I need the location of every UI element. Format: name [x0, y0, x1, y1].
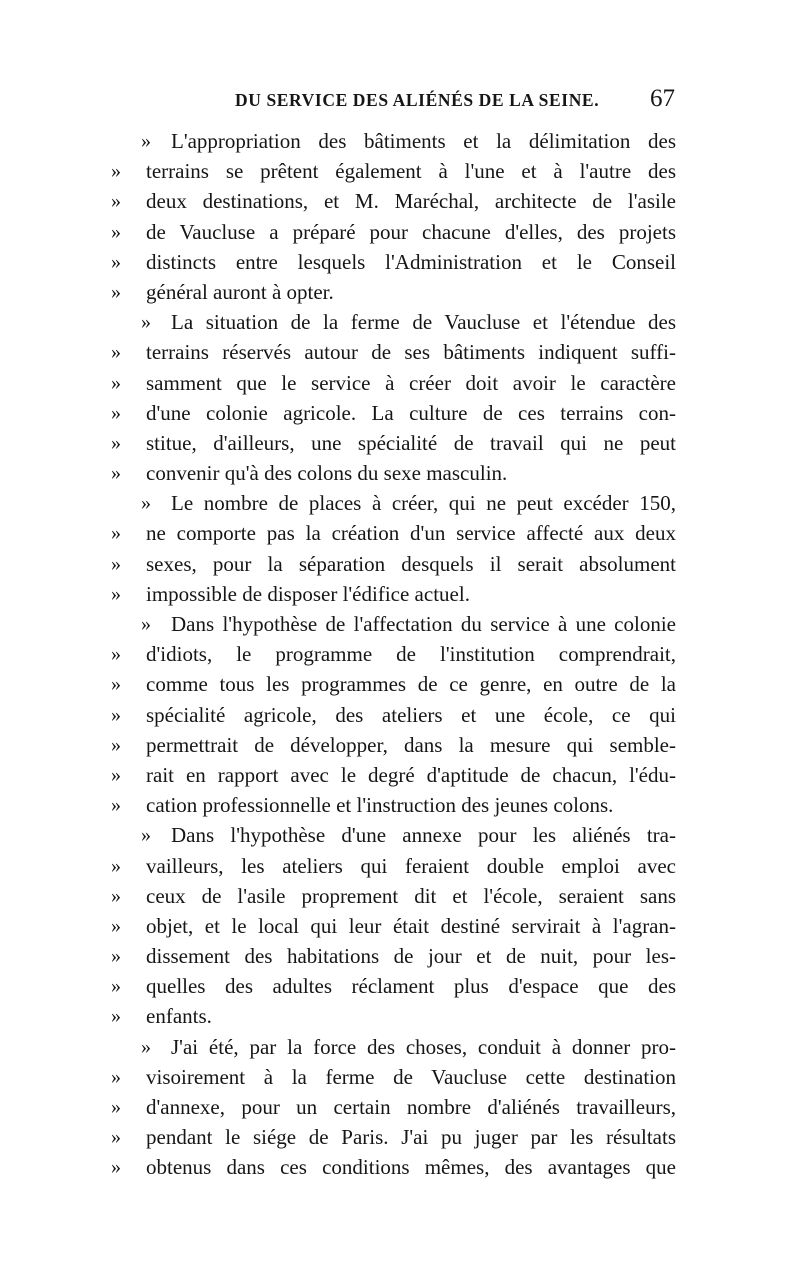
- text-line: [111, 458, 676, 488]
- quotation-mark: »: [111, 1005, 121, 1028]
- line-text: dissement des habitations de jour et de nuit, pour les-: [146, 944, 676, 969]
- quotation-mark: »: [111, 945, 121, 968]
- line-text: terrains réservés autour de ses bâtiments indiquent suffi-: [146, 340, 676, 365]
- line-text: L'appropriation des bâtiments et la délimitation des: [171, 129, 676, 153]
- line-text: obtenus dans ces conditions mêmes, des avantages que: [146, 1155, 676, 1180]
- text-line: [111, 488, 676, 518]
- text-line: [111, 1001, 676, 1031]
- quotation-mark: »: [111, 1096, 121, 1118]
- line-text: de Vaucluse a préparé pour chacune d'elles, des projets: [146, 219, 676, 244]
- line-text: spécialité agricole, des ateliers et une école, ce qui: [146, 702, 676, 727]
- quotation-mark: »: [141, 311, 151, 334]
- quotation-mark: »: [141, 492, 151, 515]
- text-line: [111, 337, 676, 367]
- quotation-mark: »: [111, 794, 121, 817]
- line-text: sexes, pour la séparation desquels il serait absolument: [146, 551, 676, 576]
- text-line: [111, 186, 676, 216]
- line-text: général auront à opter.: [146, 279, 334, 304]
- line-text: d'annexe, pour un certain nombre d'aliénés travailleurs,: [146, 1095, 676, 1119]
- line-text: La situation de la ferme de Vaucluse et l'étendue des: [171, 310, 676, 335]
- text-line: [111, 881, 676, 911]
- line-text: enfants.: [146, 1004, 212, 1029]
- quotation-mark: »: [111, 371, 121, 394]
- line-text: visoirement à la ferme de Vaucluse cette destination: [146, 1064, 676, 1089]
- line-text: deux destinations, et M. Maréchal, architecte de l'asile: [146, 189, 676, 214]
- line-text: ceux de l'asile proprement dit et l'école, seraient sans: [146, 883, 676, 908]
- text-line: [111, 126, 676, 156]
- quotation-mark: »: [111, 250, 121, 273]
- line-text: pendant le siége de Paris. J'ai pu juger par les résultats: [146, 1125, 676, 1150]
- quotation-mark: »: [111, 190, 121, 213]
- line-text: d'une colonie agricole. La culture de ces terrains con-: [146, 400, 676, 425]
- quotation-mark: »: [111, 673, 121, 696]
- text-line: [111, 1122, 676, 1152]
- line-text: Le nombre de places à créer, qui ne peut excéder 150,: [171, 491, 676, 516]
- running-header: [145, 85, 675, 118]
- line-text: terrains se prêtent également à l'une et à l'autre des: [146, 159, 676, 184]
- text-line: [111, 579, 676, 609]
- line-text: permettrait de développer, dans la mesure qui semble-: [146, 732, 676, 757]
- line-text: comme tous les programmes de ce genre, en outre de la: [146, 672, 676, 697]
- text-line: [111, 247, 676, 277]
- quotation-mark: »: [111, 220, 121, 243]
- text-line: [111, 518, 676, 548]
- text-line: [111, 669, 676, 699]
- line-text: rait en rapport avec le degré d'aptitude de chacun, l'édu-: [146, 762, 676, 787]
- quotation-mark: »: [111, 582, 121, 605]
- quotation-mark: »: [141, 1035, 151, 1058]
- quotation-mark: »: [111, 884, 121, 907]
- line-text: vailleurs, les ateliers qui feraient double emploi avec: [146, 853, 676, 878]
- page-number: 67: [650, 85, 675, 112]
- text-line: [111, 971, 676, 1001]
- line-text: Dans l'hypothèse d'une annexe pour les aliénés tra-: [171, 823, 676, 848]
- quotation-mark: »: [111, 401, 121, 424]
- line-text: distincts entre lesquels l'Administration et le Conseil: [146, 249, 676, 274]
- line-text: quelles des adultes réclament plus d'espace que des: [146, 974, 676, 999]
- quotation-mark: »: [141, 613, 151, 635]
- line-text: stitue, d'ailleurs, une spécialité de travail qui ne peut: [146, 430, 676, 455]
- quotation-mark: »: [111, 763, 121, 786]
- body-text: [111, 126, 676, 1183]
- quotation-mark: »: [111, 703, 121, 726]
- text-line: [111, 790, 676, 820]
- text-line: [111, 1032, 676, 1062]
- quotation-mark: »: [111, 341, 121, 364]
- text-line: [111, 609, 676, 639]
- text-line: [111, 307, 676, 337]
- line-text: samment que le service à créer doit avoir le caractère: [146, 370, 676, 395]
- quotation-mark: »: [111, 1156, 121, 1179]
- quotation-mark: »: [111, 1065, 121, 1088]
- quotation-mark: »: [111, 733, 121, 756]
- text-line: [111, 1152, 676, 1182]
- quotation-mark: »: [111, 462, 121, 485]
- text-line: [111, 851, 676, 881]
- text-line: [111, 277, 676, 307]
- text-line: [111, 820, 676, 850]
- text-line: [111, 941, 676, 971]
- quotation-mark: »: [111, 522, 121, 545]
- line-text: d'idiots, le programme de l'institution comprendrait,: [146, 642, 676, 667]
- text-line: [111, 1092, 676, 1122]
- text-line: [111, 368, 676, 398]
- text-line: [111, 730, 676, 760]
- text-line: [111, 760, 676, 790]
- text-line: [111, 1062, 676, 1092]
- text-line: [111, 639, 676, 669]
- line-text: objet, et le local qui leur était destiné servirait à l'agran-: [146, 913, 676, 938]
- line-text: ne comporte pas la création d'un service affecté aux deux: [146, 521, 676, 546]
- quotation-mark: »: [111, 280, 121, 303]
- quotation-mark: »: [141, 130, 151, 152]
- line-text: convenir qu'à des colons du sexe masculin.: [146, 461, 508, 486]
- text-line: [111, 911, 676, 941]
- text-line: [111, 398, 676, 428]
- text-line: [111, 428, 676, 458]
- line-text: J'ai été, par la force des choses, conduit à donner pro-: [171, 1034, 676, 1059]
- quotation-mark: »: [111, 854, 121, 877]
- quotation-mark: »: [141, 824, 151, 847]
- line-text: impossible de disposer l'édifice actuel.: [146, 581, 470, 606]
- quotation-mark: »: [111, 431, 121, 454]
- text-line: [111, 549, 676, 579]
- text-line: [111, 700, 676, 730]
- text-line: [111, 217, 676, 247]
- quotation-mark: »: [111, 552, 121, 575]
- running-title: DU SERVICE DES ALIÉNÉS DE LA SEINE.: [235, 90, 600, 110]
- line-text: Dans l'hypothèse de l'affectation du service à une colonie: [171, 612, 676, 636]
- line-text: cation professionnelle et l'instruction des jeunes colons.: [146, 793, 614, 818]
- quotation-mark: »: [111, 1126, 121, 1149]
- quotation-mark: »: [111, 975, 121, 998]
- quotation-mark: »: [111, 914, 121, 937]
- text-line: [111, 156, 676, 186]
- quotation-mark: »: [111, 160, 121, 183]
- quotation-mark: »: [111, 643, 121, 666]
